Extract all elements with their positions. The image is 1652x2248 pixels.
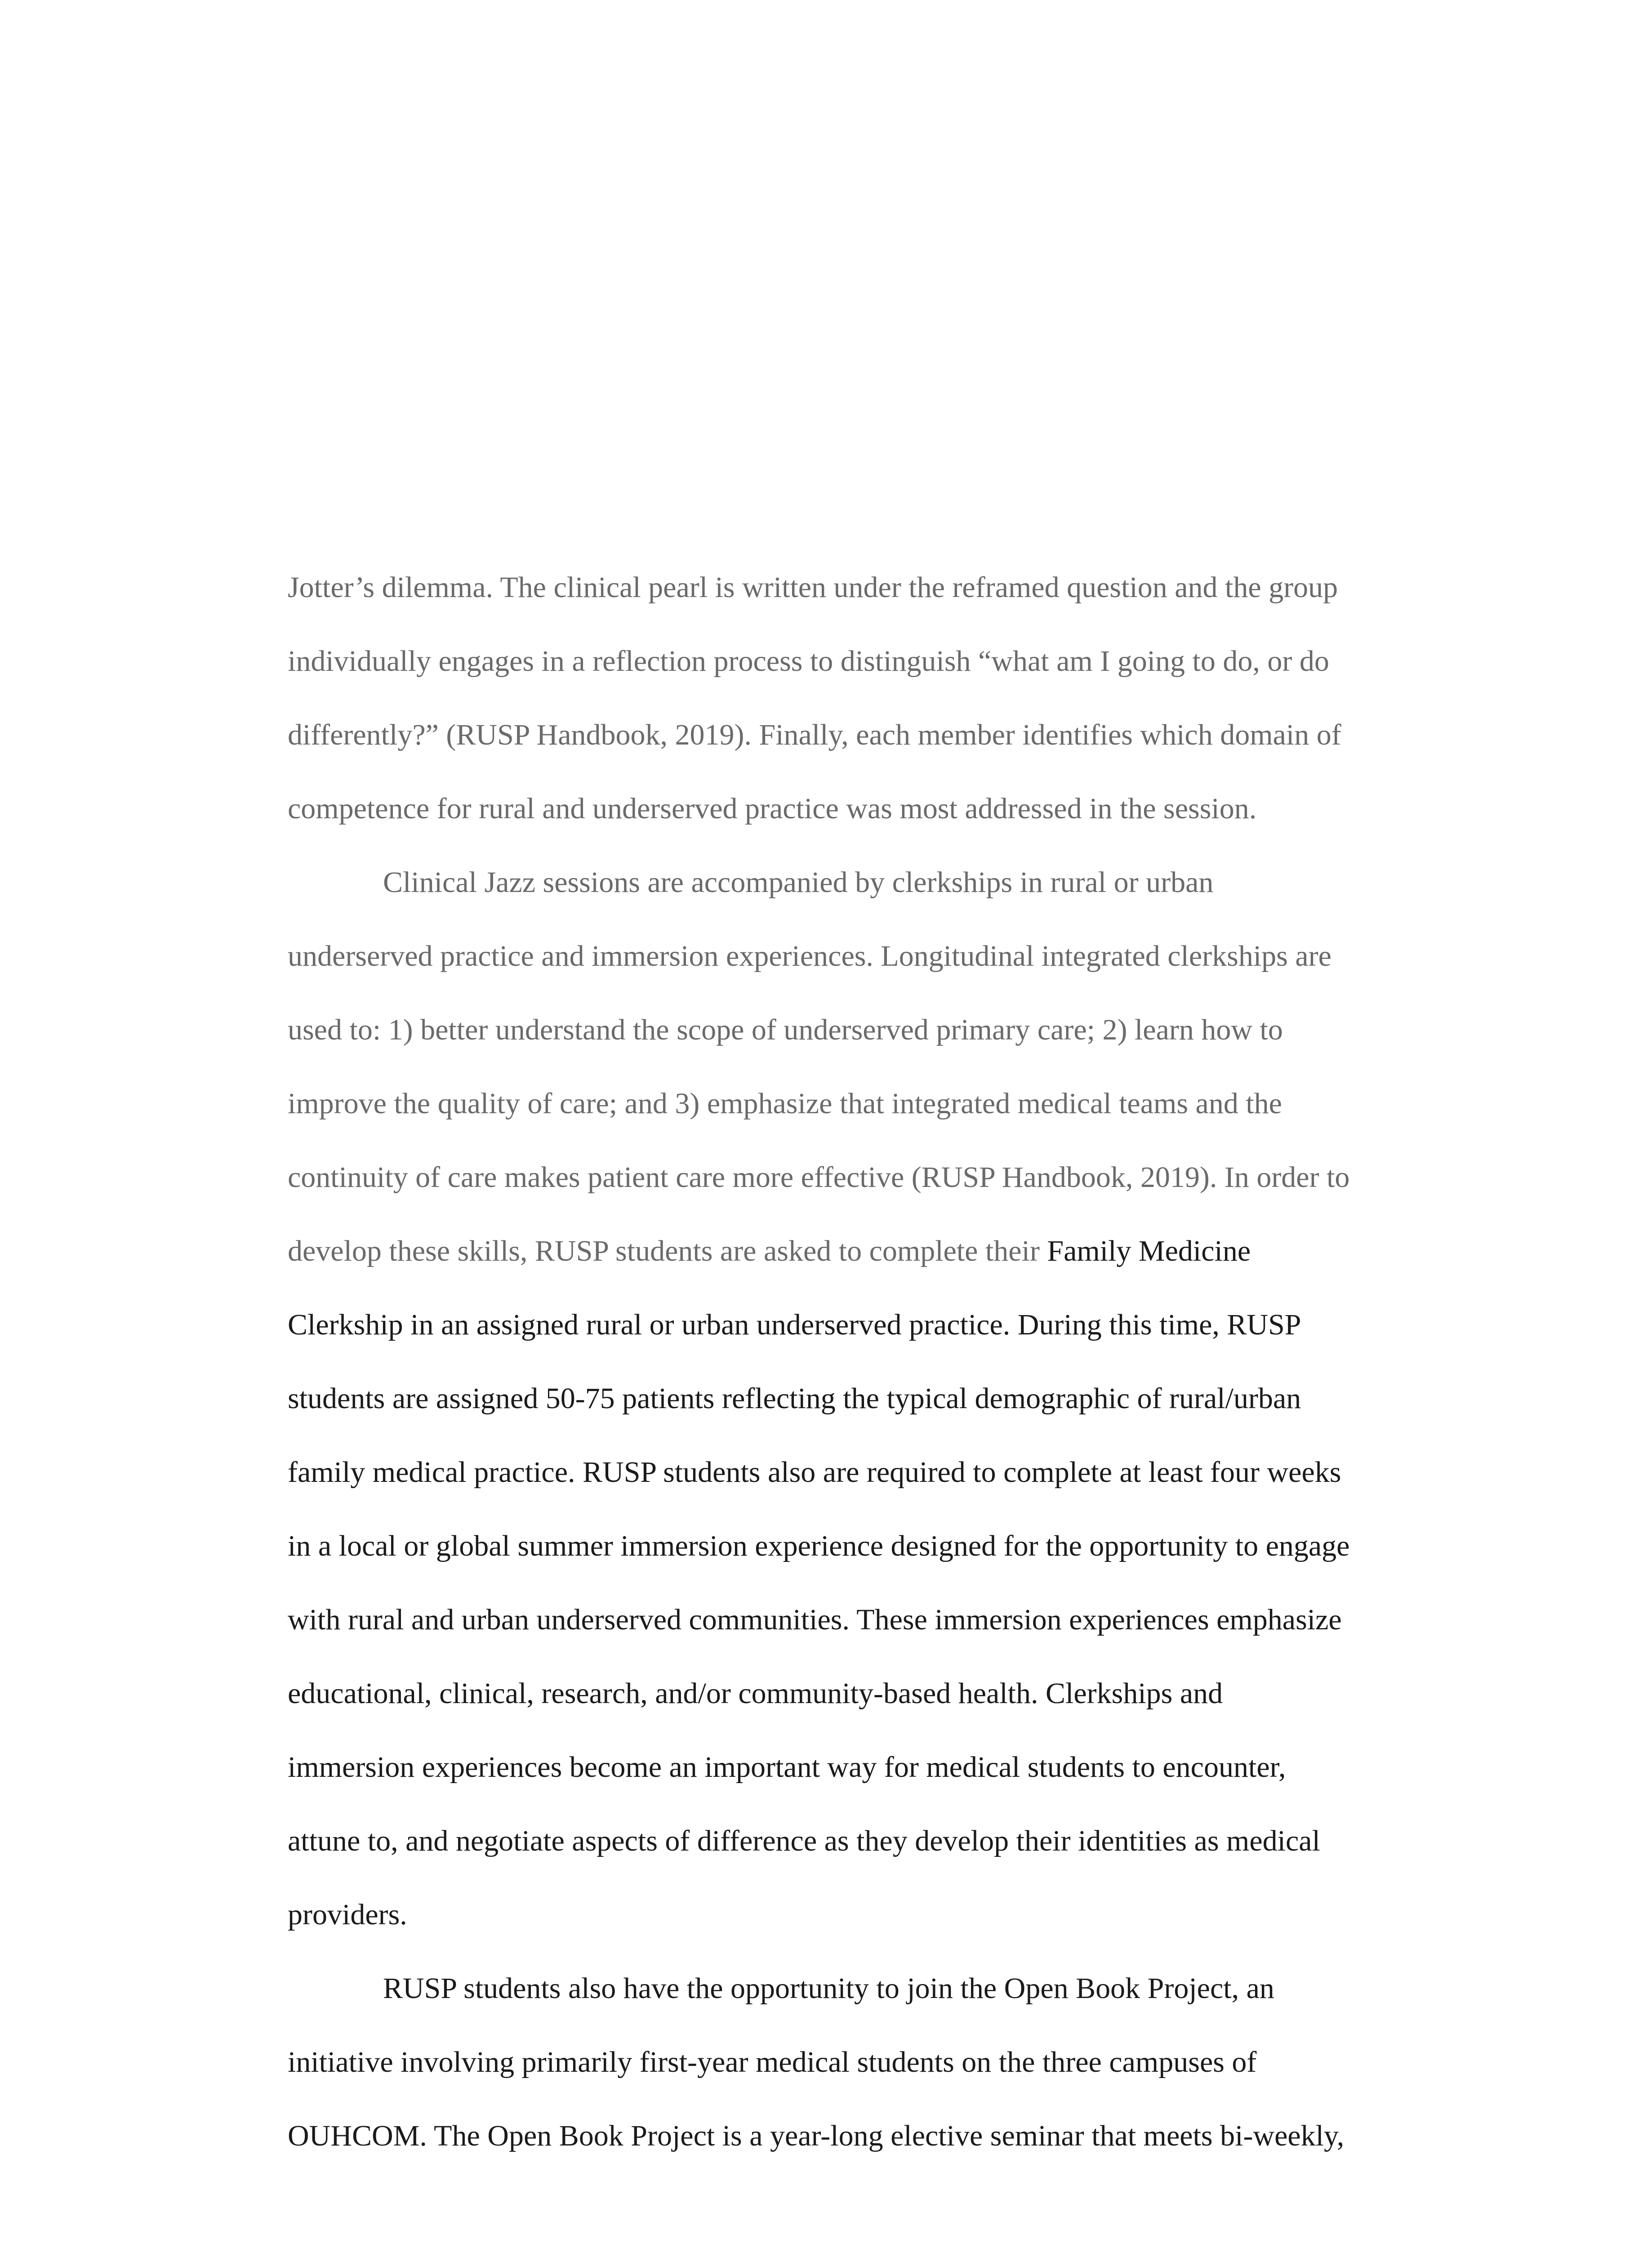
text-line <box>288 1657 1438 1731</box>
text-segment: Clinical Jazz sessions are accompanied by clerkships in rural or urban <box>383 866 1214 899</box>
text-segment: with rural and urban underserved communities. These immersion experiences emphasize <box>288 1603 1342 1636</box>
text-line <box>288 1804 1438 1878</box>
text-segment: Clerkship in an assigned rural or urban underserved practice. During this time, RUSP <box>288 1308 1301 1341</box>
text-segment: competence for rural and underserved practice was most addressed in the session. <box>288 792 1257 825</box>
text-segment: Jotter’s dilemma. The clinical pearl is written under the reframed question and the group <box>288 571 1338 604</box>
text-segment: students are assigned 50-75 patients reflecting the typical demographic of rural/urban <box>288 1382 1301 1415</box>
text-segment: in a local or global summer immersion experience designed for the opportunity to engage <box>288 1530 1350 1562</box>
text-line <box>288 1583 1438 1657</box>
text-line <box>288 1731 1438 1804</box>
text-line <box>288 1214 1438 1288</box>
text-line <box>288 2025 1438 2099</box>
text-segment: providers. <box>288 1898 407 1931</box>
text-segment: individually engages in a reflection process to distinguish “what am I going to do, or do <box>288 645 1329 678</box>
text-line <box>288 2099 1438 2173</box>
text-segment: educational, clinical, research, and/or community-based health. Clerkships and <box>288 1677 1223 1710</box>
text-segment: RUSP students also have the opportunity to join the Open Book Project, an <box>383 1972 1274 2005</box>
text-line <box>288 919 1438 993</box>
text-segment: family medical practice. RUSP students also are required to complete at least four weeks <box>288 1456 1341 1489</box>
text-segment: immersion experiences become an important way for medical students to encounter, <box>288 1751 1286 1784</box>
text-line <box>288 1509 1438 1583</box>
text-line <box>288 624 1438 698</box>
text-line <box>288 846 1438 919</box>
body-text <box>288 551 1438 2173</box>
text-segment: continuity of care makes patient care more effective (RUSP Handbook, 2019). In order to <box>288 1161 1350 1194</box>
text-line <box>288 551 1438 624</box>
text-segment: develop these skills, RUSP students are asked to complete their <box>288 1235 1047 1267</box>
text-segment: used to: 1) better understand the scope of underserved primary care; 2) learn how to <box>288 1013 1283 1046</box>
text-line <box>288 698 1438 772</box>
text-line <box>288 1952 1438 2025</box>
text-segment: underserved practice and immersion experiences. Longitudinal integrated clerkships are <box>288 940 1331 972</box>
text-line <box>288 1878 1438 1952</box>
text-line <box>288 993 1438 1067</box>
text-segment: OUHCOM. The Open Book Project is a year-long elective seminar that meets bi-weekly, <box>288 2119 1345 2152</box>
text-segment: Family Medicine <box>1047 1235 1251 1267</box>
text-line <box>288 1362 1438 1436</box>
text-segment: improve the quality of care; and 3) emphasize that integrated medical teams and the <box>288 1087 1282 1120</box>
text-line <box>288 1141 1438 1214</box>
text-line <box>288 1067 1438 1141</box>
text-segment: initiative involving primarily first-year medical students on the three campuses of <box>288 2046 1257 2079</box>
text-line <box>288 772 1438 846</box>
text-line <box>288 1436 1438 1509</box>
text-line <box>288 1288 1438 1362</box>
text-segment: differently?” (RUSP Handbook, 2019). Finally, each member identifies which domain of <box>288 718 1341 751</box>
text-segment: attune to, and negotiate aspects of difference as they develop their identities as medical <box>288 1824 1320 1857</box>
